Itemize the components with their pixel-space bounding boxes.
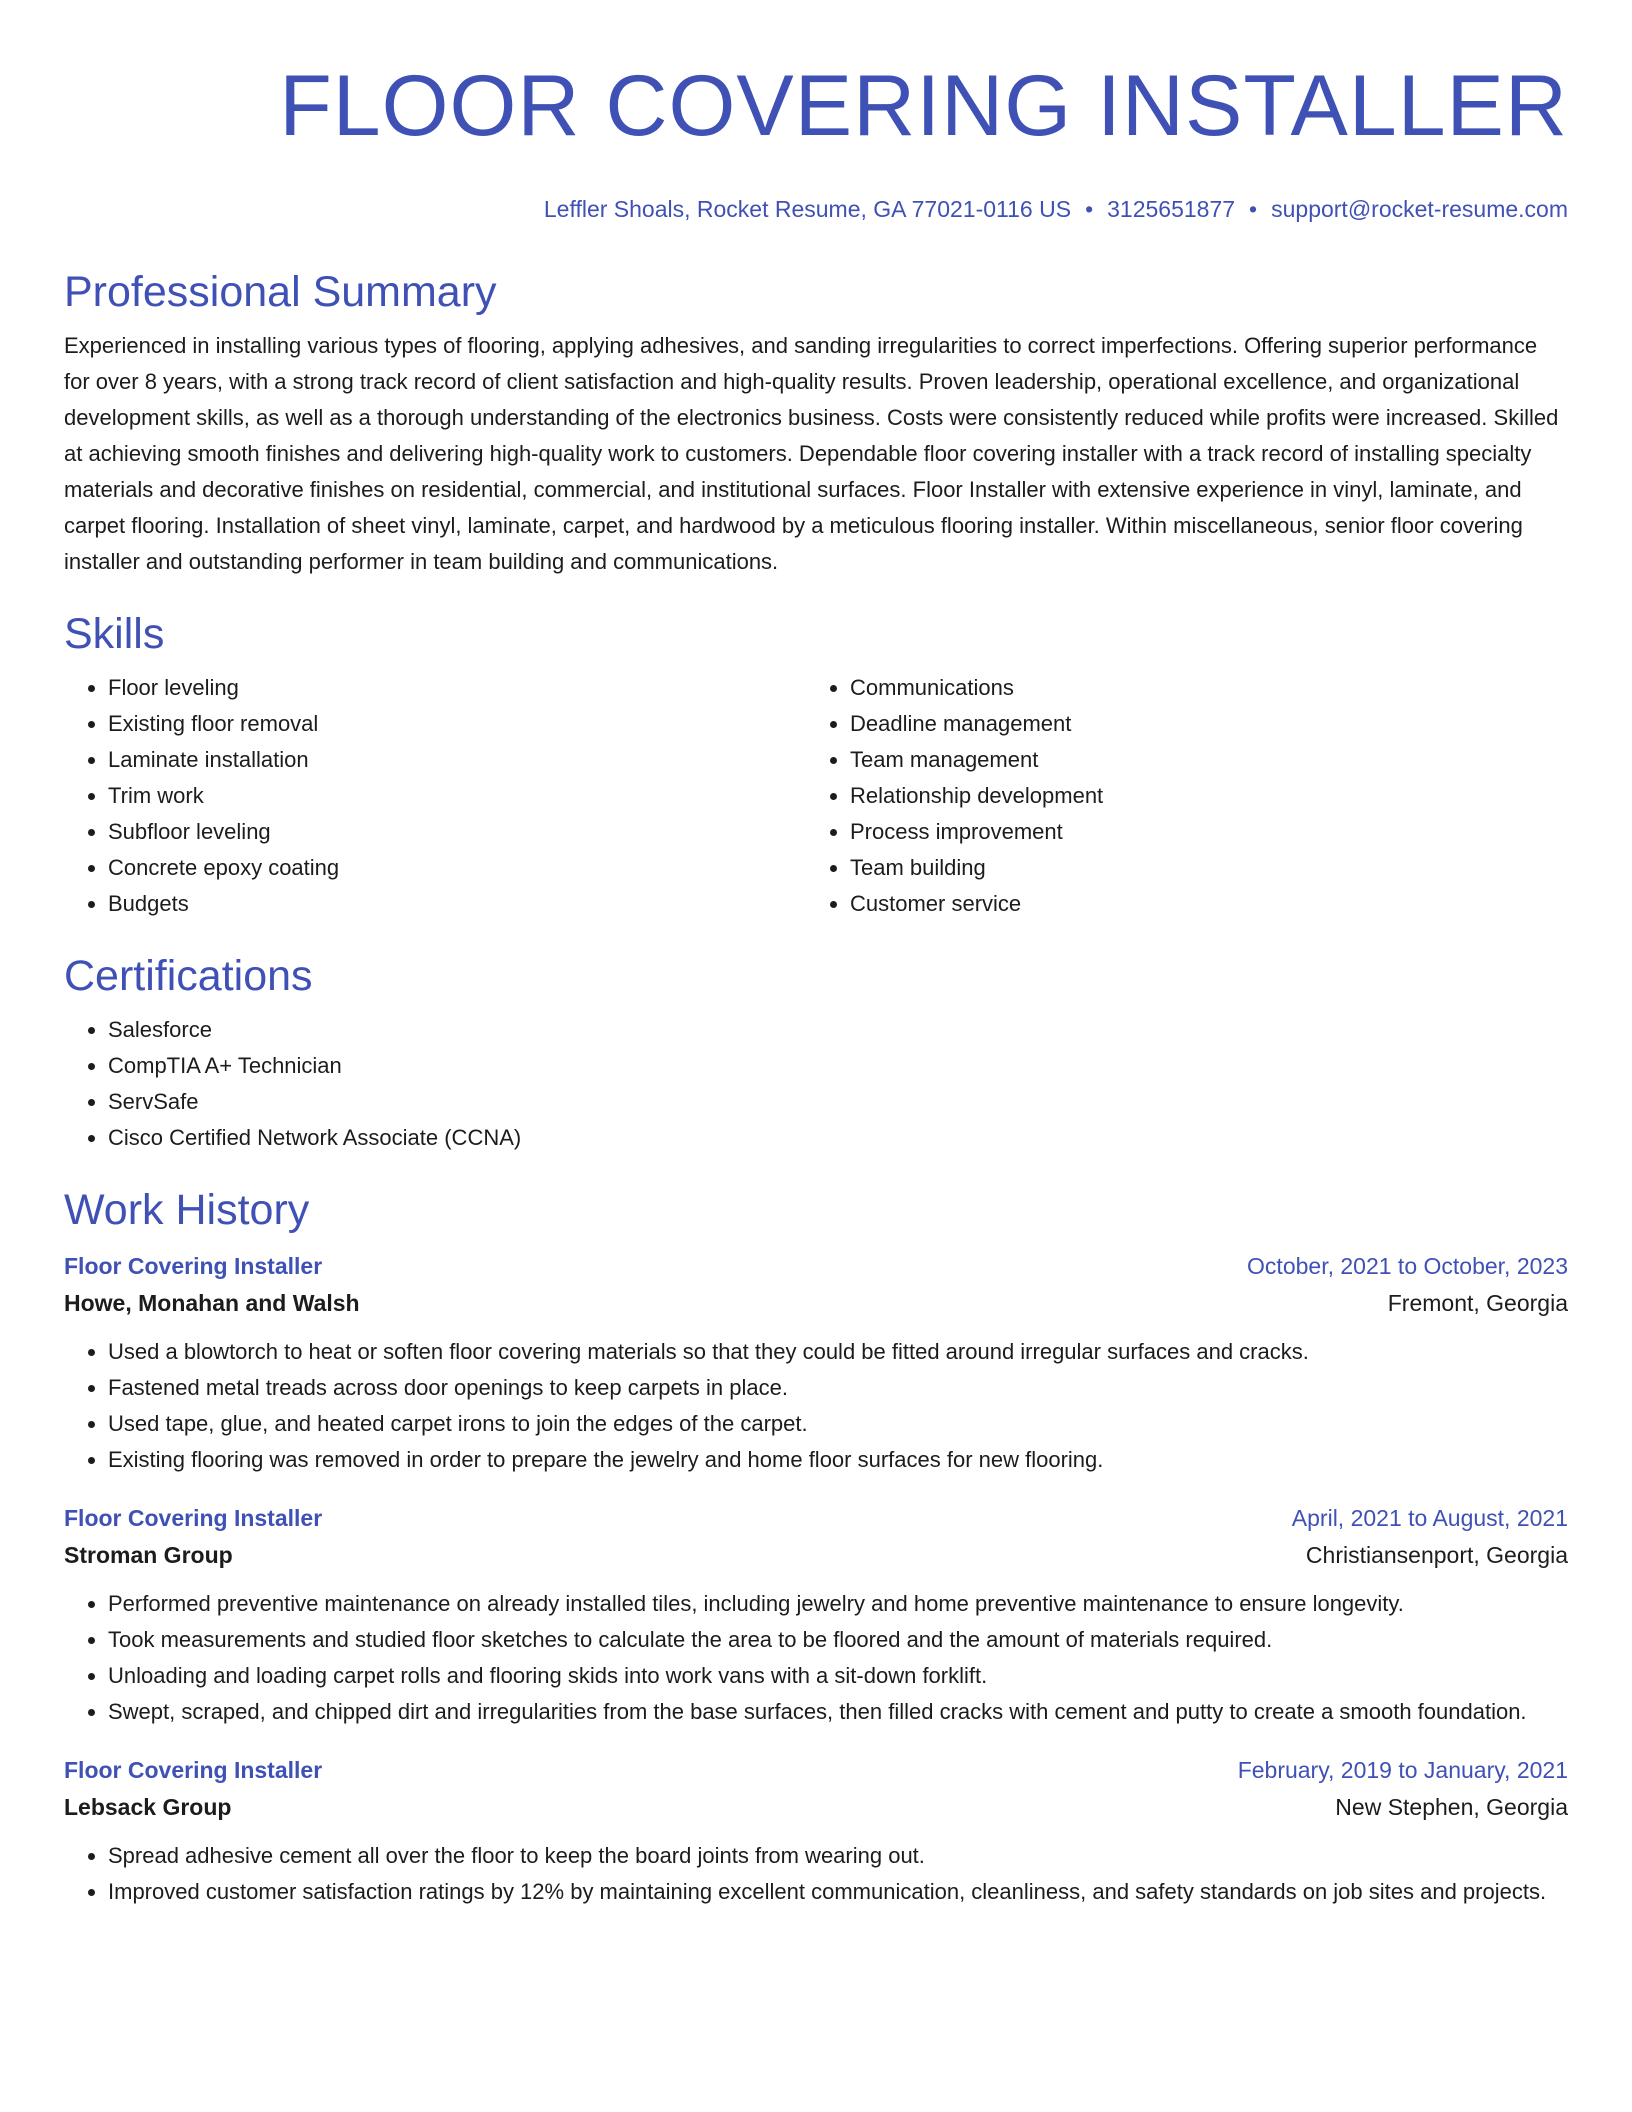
- certifications-list: [64, 1012, 1568, 1156]
- skill-item: • Laminate installation: [108, 742, 806, 778]
- job-bullet: • Took measurements and studied floor sketches to calculate the area to be floored and the amount of materials required.: [108, 1622, 1568, 1658]
- job-bullet-list: [64, 1586, 1568, 1730]
- certification-item: • Cisco Certified Network Associate (CCNA): [108, 1120, 1568, 1156]
- contact-phone[interactable]: 3125651877: [1107, 196, 1236, 222]
- certification-item: • ServSafe: [108, 1084, 1568, 1120]
- skill-item: • Team building: [850, 850, 1548, 886]
- skills-section: [64, 608, 1568, 922]
- section-title-certifications: Certifications: [64, 952, 313, 1000]
- job-bullet-list: [64, 1838, 1568, 1910]
- job-bullet: • Performed preventive maintenance on already installed tiles, including jewelry and home preventive maintenance to ensure longevity.: [108, 1586, 1568, 1622]
- summary-text: Experienced in installing various types of flooring, applying adhesives, and sanding irregularities to correct imperfections. Offering superior performance for over 8 years, with a strong track record of client satisfaction and high-quality results. Proven leadership, operational excellence, and organizational development skills, as well as a thorough understanding of the electronics business. Costs were consistently reduced while profits were increased. Skilled at achieving smooth finishes and delivering high-quality work to customers. Dependable floor covering installer with a track record of installing specialty materials and decorative finishes on residential, commercial, and institutional surfaces. Floor Installer with extensive experience in vinyl, laminate, and carpet flooring. Installation of sheet vinyl, laminate, carpet, and hardwood by a meticulous flooring installer. Within miscellaneous, senior floor covering installer and outstanding performer in team building and communications.: [64, 333, 1559, 574]
- job-bullet: • Unloading and loading carpet rolls and flooring skids into work vans with a sit-down forklift.: [108, 1658, 1568, 1694]
- skills-column-right: [806, 670, 1548, 922]
- section-title-summary: Professional Summary: [64, 268, 497, 316]
- skills-list-right: [806, 670, 1548, 922]
- contact-email[interactable]: support@rocket-resume.com: [1271, 196, 1568, 222]
- job-dates: October, 2021 to October, 2023: [1247, 1253, 1568, 1279]
- job-title: Floor Covering Installer: [64, 1505, 323, 1531]
- work-history-section: [64, 1184, 1568, 1910]
- skills-list-left: [64, 670, 806, 922]
- job-title-row: [64, 1752, 1568, 1788]
- resume-header: [64, 56, 1568, 224]
- certification-item: • CompTIA A+ Technician: [108, 1048, 1568, 1084]
- skill-item: • Team management: [850, 742, 1548, 778]
- certifications-section: [64, 950, 1568, 1156]
- job-company: Howe, Monahan and Walsh: [64, 1290, 360, 1316]
- contact-separator: •: [1085, 196, 1094, 222]
- job-title: Floor Covering Installer: [64, 1253, 323, 1279]
- certification-item: • Salesforce: [108, 1012, 1568, 1048]
- summary-section: [64, 266, 1568, 580]
- job-entry: [64, 1500, 1568, 1730]
- section-title-skills: Skills: [64, 610, 165, 658]
- job-title-row: [64, 1500, 1568, 1536]
- job-entry: [64, 1248, 1568, 1478]
- job-company: Lebsack Group: [64, 1794, 232, 1820]
- skill-item: • Customer service: [850, 886, 1548, 922]
- skill-item: • Concrete epoxy coating: [108, 850, 806, 886]
- job-location: Christiansenport, Georgia: [1305, 1542, 1568, 1568]
- contact-line: [64, 194, 1568, 224]
- job-bullet: • Used a blowtorch to heat or soften floor covering materials so that they could be fitted around irregular surfaces and cracks.: [108, 1334, 1568, 1370]
- job-company-row: [64, 1284, 1568, 1322]
- job-bullet-list: [64, 1334, 1568, 1478]
- skill-item: • Subfloor leveling: [108, 814, 806, 850]
- skill-item: • Floor leveling: [108, 670, 806, 706]
- jobs-list: [64, 1248, 1568, 1910]
- section-title-work-history: Work History: [64, 1186, 310, 1234]
- job-bullet: • Improved customer satisfaction ratings by 12% by maintaining excellent communication, cleanliness, and safety standards on job sites and projects.: [108, 1874, 1568, 1910]
- skill-item: • Communications: [850, 670, 1548, 706]
- candidate-name: FLOOR COVERING INSTALLER: [279, 58, 1568, 154]
- job-entry: [64, 1752, 1568, 1910]
- skill-item: • Relationship development: [850, 778, 1548, 814]
- job-bullet: • Existing flooring was removed in order to prepare the jewelry and home floor surfaces for new flooring.: [108, 1442, 1568, 1478]
- job-company-row: [64, 1788, 1568, 1826]
- job-bullet: • Spread adhesive cement all over the floor to keep the board joints from wearing out.: [108, 1838, 1568, 1874]
- skill-item: • Budgets: [108, 886, 806, 922]
- contact-separator: •: [1249, 196, 1258, 222]
- skill-item: • Process improvement: [850, 814, 1548, 850]
- job-company-row: [64, 1536, 1568, 1574]
- job-bullet: • Used tape, glue, and heated carpet irons to join the edges of the carpet.: [108, 1406, 1568, 1442]
- job-bullet: • Swept, scraped, and chipped dirt and irregularities from the base surfaces, then filled cracks with cement and putty to create a smooth foundation.: [108, 1694, 1568, 1730]
- skill-item: • Existing floor removal: [108, 706, 806, 742]
- skill-item: • Trim work: [108, 778, 806, 814]
- job-title: Floor Covering Installer: [64, 1757, 323, 1783]
- contact-address: Leffler Shoals, Rocket Resume, GA 77021-0116 US: [543, 196, 1072, 222]
- skill-item: • Deadline management: [850, 706, 1548, 742]
- job-location: Fremont, Georgia: [1387, 1290, 1568, 1316]
- skills-columns: [64, 670, 1568, 922]
- job-bullet: • Fastened metal treads across door openings to keep carpets in place.: [108, 1370, 1568, 1406]
- job-dates: February, 2019 to January, 2021: [1237, 1757, 1568, 1783]
- job-title-row: [64, 1248, 1568, 1284]
- job-company: Stroman Group: [64, 1542, 233, 1568]
- job-dates: April, 2021 to August, 2021: [1291, 1505, 1568, 1531]
- job-location: New Stephen, Georgia: [1335, 1794, 1568, 1820]
- skills-column-left: [64, 670, 806, 922]
